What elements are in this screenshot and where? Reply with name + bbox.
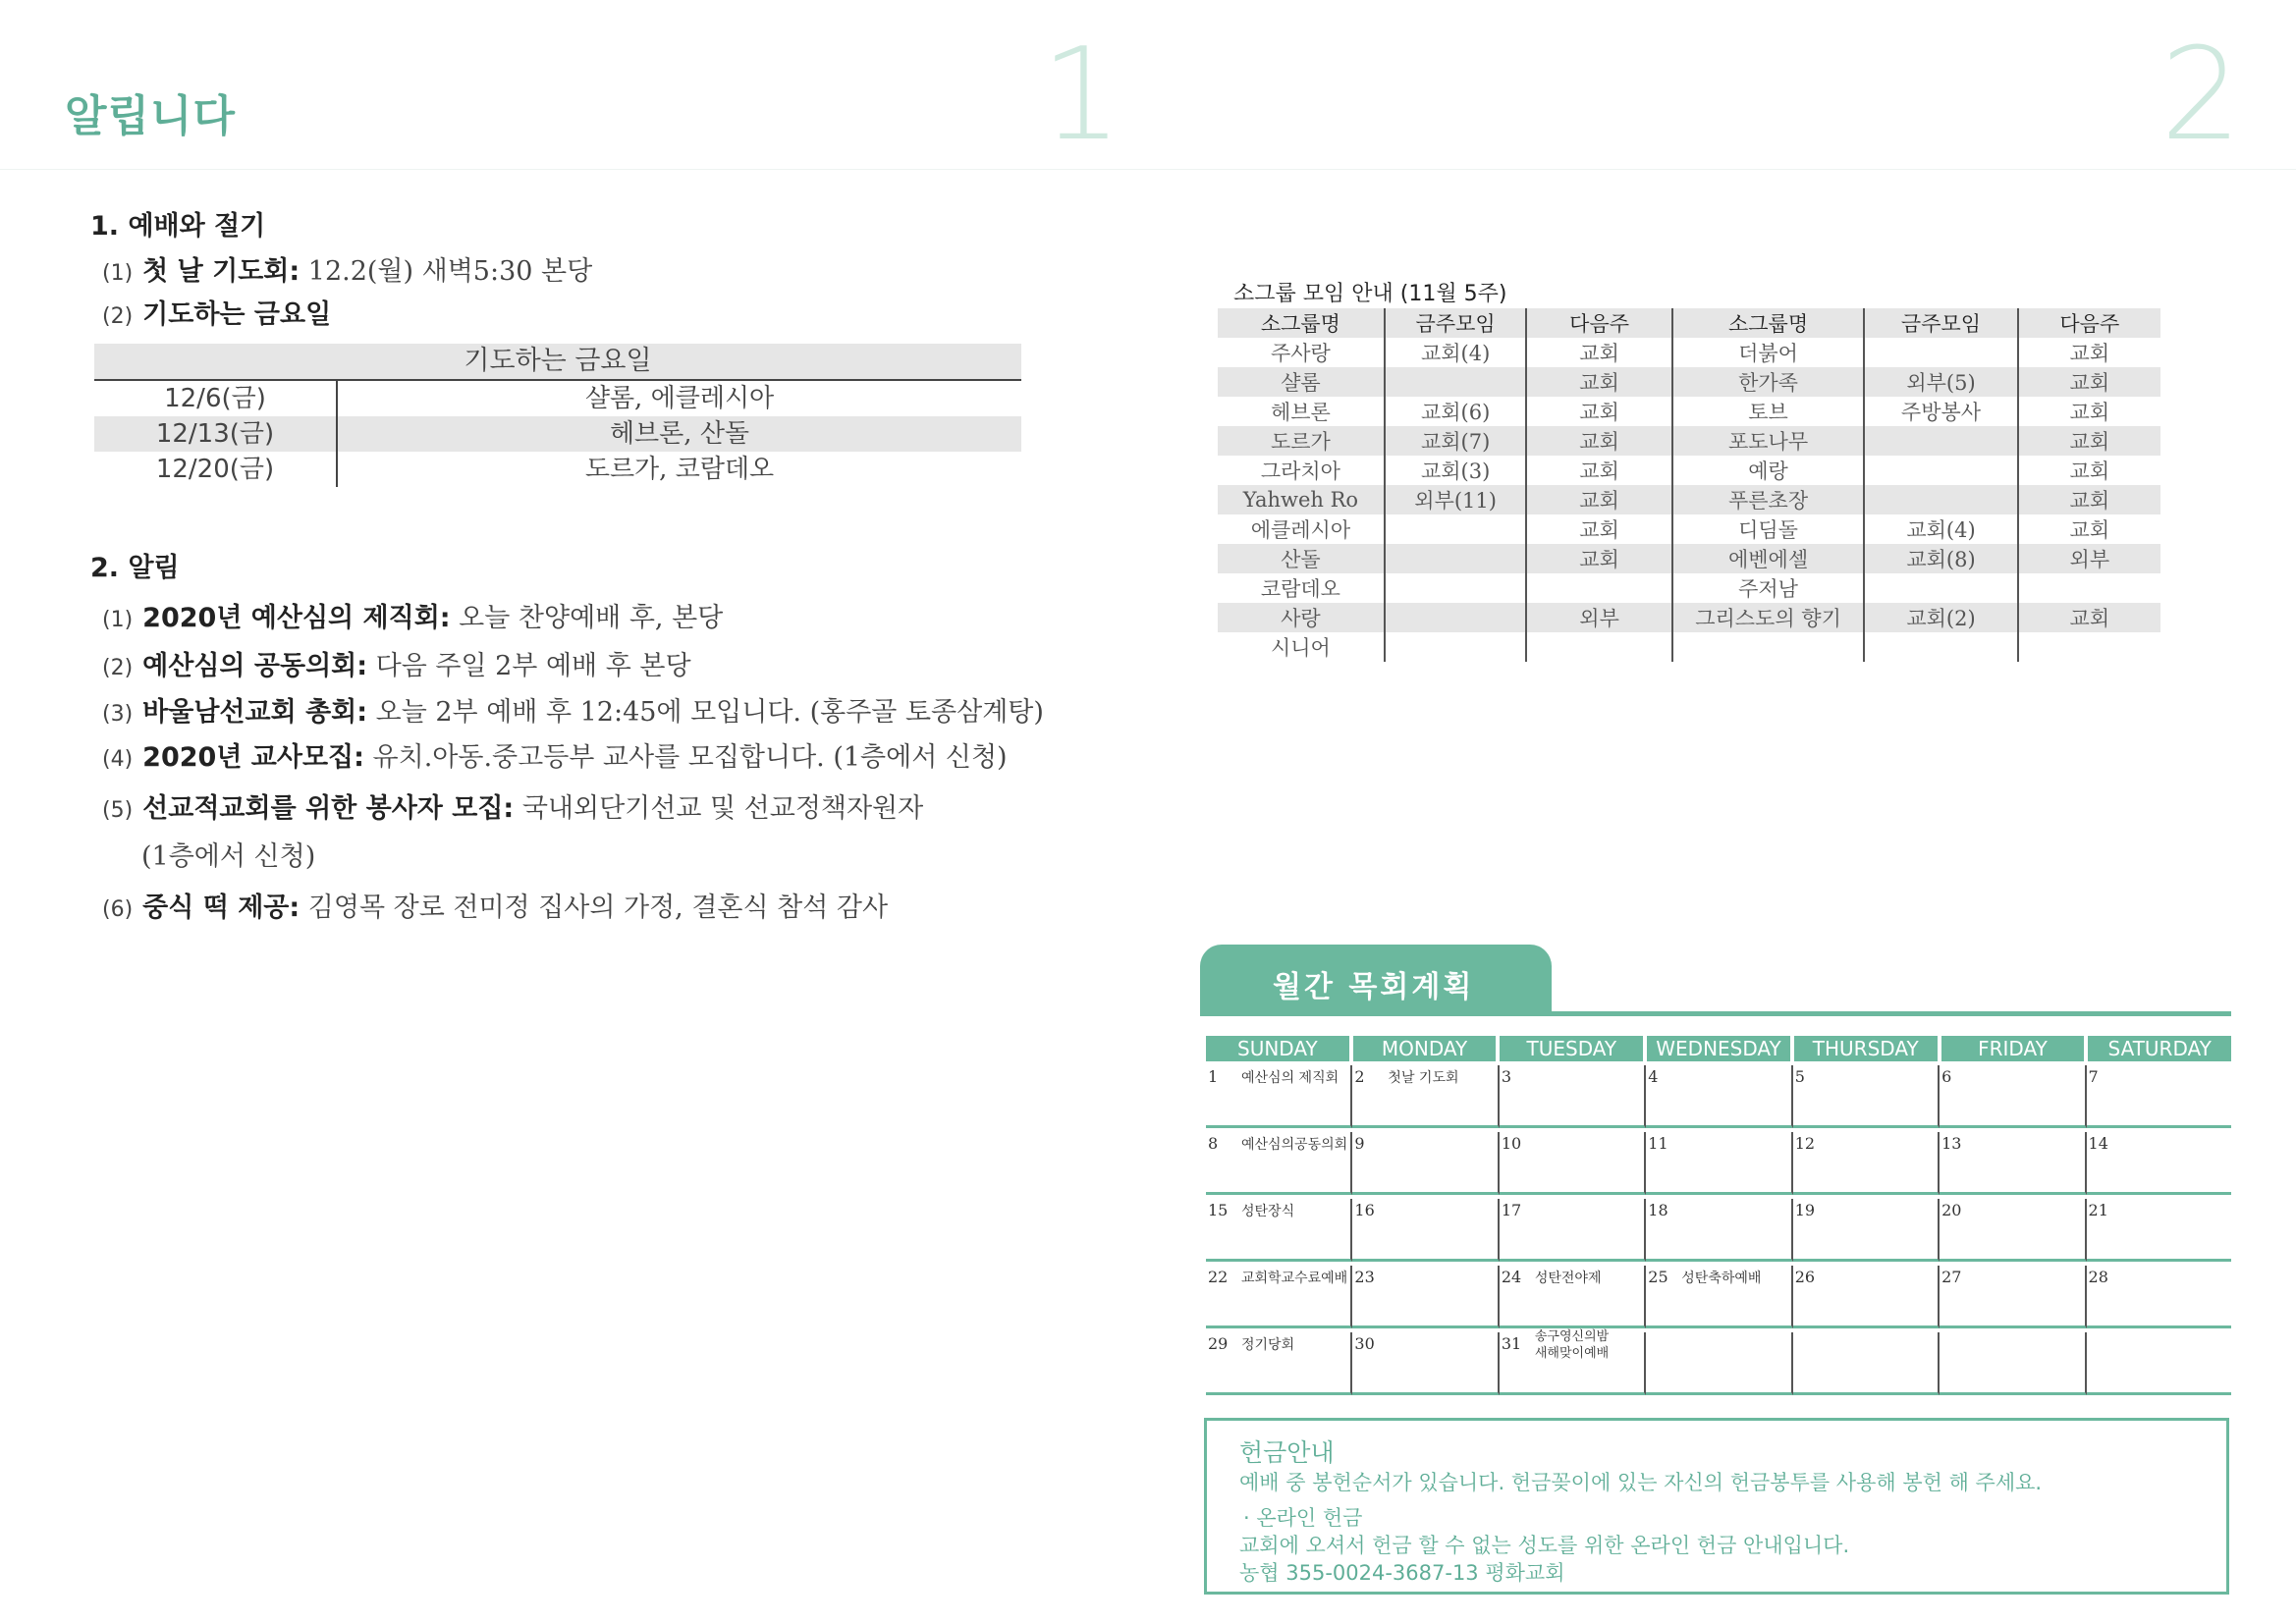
- calendar-date: 30: [1354, 1334, 1375, 1353]
- calendar-date: 14: [2088, 1134, 2108, 1153]
- calendar-cell: [1500, 1065, 1646, 1128]
- table-row: [1218, 397, 2160, 426]
- table-cell: Yahweh Ro: [1218, 485, 1385, 514]
- table-cell: [1672, 632, 1865, 662]
- table-cell: 교회(3): [1385, 456, 1527, 485]
- table-row: [1218, 485, 2160, 514]
- calendar-week: [1206, 1328, 2231, 1395]
- table-cell: 에벤에셀: [1672, 544, 1865, 573]
- table-cell: [1864, 338, 2017, 367]
- calendar-cell: [1500, 1329, 1646, 1395]
- section-title-notices: 2. 알림: [90, 553, 180, 583]
- prayer-groups: 도르가, 코람데오: [584, 455, 775, 484]
- table-cell: 더붉어: [1672, 338, 1865, 367]
- offering-text: 예배 중 봉헌순서가 있습니다. 헌금꽂이에 있는 자신의 헌금봉투를 사용해 봉헌 해 주세요.: [1239, 1471, 2043, 1494]
- table-row: [94, 452, 1021, 487]
- calendar-week: [1206, 1061, 2231, 1128]
- table-row: [94, 416, 1021, 452]
- table-cell: 외부: [1526, 603, 1671, 632]
- item-text: 다음 주일 2부 예배 후 본당: [375, 651, 691, 681]
- calendar-cell: [1500, 1199, 1646, 1262]
- item-label: 첫 날 기도회:: [142, 256, 301, 287]
- table-cell: 외부(5): [1864, 367, 2017, 397]
- item-number: (5): [102, 798, 134, 823]
- calendar-cell: [1352, 1266, 1499, 1328]
- item-label: 바울남선교회 총회:: [142, 697, 368, 728]
- table-cell: 교회: [1526, 397, 1671, 426]
- monthly-calendar: [1206, 1036, 2231, 1395]
- table-cell: 교회: [1526, 514, 1671, 544]
- table-cell: 교회: [2069, 401, 2110, 424]
- notice-item-continued: [141, 835, 315, 873]
- table-row: [1218, 603, 2160, 632]
- table-cell: 교회: [1526, 426, 1671, 456]
- calendar-cell: [1793, 1065, 1940, 1128]
- table-row: [1218, 338, 2160, 367]
- table-cell: 교회: [2069, 518, 2110, 542]
- calendar-date: 21: [2088, 1201, 2108, 1219]
- table-cell: [1385, 514, 1527, 544]
- item-text: 오늘 찬양예배 후, 본당: [459, 603, 724, 633]
- table-cell: 산돌: [1218, 544, 1385, 573]
- item-number: (4): [102, 747, 134, 772]
- notice-item: [102, 596, 723, 634]
- table-cell: [2018, 632, 2160, 662]
- calendar-cell: [2087, 1332, 2231, 1395]
- table-row: [1218, 544, 2160, 573]
- calendar-cell: [1352, 1332, 1499, 1395]
- item-text: (1층에서 신청): [141, 841, 316, 872]
- table-cell: 한가족: [1672, 367, 1865, 397]
- table-cell: 주사랑: [1218, 338, 1385, 367]
- table-cell: [1864, 456, 2017, 485]
- calendar-date: 29: [1208, 1334, 1229, 1353]
- section-title-worship: 1. 예배와 절기: [90, 211, 266, 242]
- page-number-left: 1: [1041, 20, 1122, 169]
- calendar-cell: [1793, 1332, 1940, 1395]
- calendar-cell: [1940, 1199, 2086, 1262]
- prayer-friday-table: [94, 344, 1021, 487]
- item-number: (3): [102, 702, 134, 727]
- table-cell: [1385, 544, 1527, 573]
- calendar-cell: [1646, 1065, 1792, 1128]
- table-cell: [1385, 632, 1527, 662]
- table-cell: [1385, 603, 1527, 632]
- item-text: 12.2(월) 새벽5:30 본당: [307, 256, 593, 287]
- table-cell: 교회(8): [1864, 544, 2017, 573]
- table-row: [1218, 456, 2160, 485]
- calendar-cell: [1646, 1132, 1792, 1195]
- calendar-date: 31: [1501, 1334, 1522, 1353]
- column-header: 금주모임: [1385, 308, 1527, 338]
- calendar-cell: [1500, 1266, 1646, 1328]
- table-cell: [1864, 573, 2017, 603]
- calendar-date: 20: [1941, 1201, 1962, 1219]
- calendar-date: 22: [1208, 1268, 1229, 1286]
- calendar-date: 7: [2088, 1067, 2099, 1086]
- table-cell: 교회: [2069, 342, 2110, 365]
- item-label: 선교적교회를 위한 봉사자 모집:: [142, 793, 515, 824]
- table-cell: 그리스도의 향기: [1672, 603, 1865, 632]
- calendar-cell: [1206, 1332, 1352, 1395]
- table-cell: 주방봉사: [1864, 397, 2017, 426]
- item-text: 김영목 장로 전미정 집사의 가정, 결혼식 참석 감사: [307, 893, 889, 923]
- calendar-cell: [1352, 1132, 1499, 1195]
- item-label: 2020년 교사모집:: [142, 742, 364, 773]
- item-number: (2): [102, 656, 134, 680]
- prayer-groups: 샬롬, 에클레시아: [584, 384, 775, 413]
- item-label: 중식 떡 제공:: [142, 893, 301, 923]
- table-cell: 샬롬: [1218, 367, 1385, 397]
- calendar-cell: [1940, 1332, 2086, 1395]
- calendar-event: 송구영신의밤 새해맞이예배: [1534, 1329, 1610, 1361]
- item-label: 2020년 예산심의 제직회:: [142, 603, 451, 633]
- notice-item: [102, 786, 923, 825]
- bank-account: 농협 355-0024-3687-13 평화교회: [1239, 1561, 1565, 1585]
- table-row: [1218, 632, 2160, 662]
- calendar-date: 13: [1941, 1134, 1962, 1153]
- calendar-date: 9: [1354, 1134, 1365, 1153]
- calendar-date: 18: [1648, 1201, 1668, 1219]
- calendar-date: 4: [1648, 1067, 1659, 1086]
- table-cell: 토브: [1672, 397, 1865, 426]
- table-cell: 교회: [1526, 485, 1671, 514]
- table-cell: 에클레시아: [1218, 514, 1385, 544]
- table-cell: 교회: [2069, 460, 2110, 483]
- table-cell: 외부: [2018, 544, 2160, 573]
- calendar-date: 27: [1941, 1268, 1962, 1286]
- table-cell: 교회: [1526, 338, 1671, 367]
- table-row: [1218, 426, 2160, 456]
- calendar-date: 10: [1501, 1134, 1522, 1153]
- table-cell: 푸른초장: [1672, 485, 1865, 514]
- table-cell: 사랑: [1218, 603, 1385, 632]
- calendar-day-header: FRIDAY: [1941, 1036, 2085, 1061]
- item-text: 유치.아동.중고등부 교사를 모집합니다. (1층에서 신청): [372, 742, 1008, 773]
- item-label: 기도하는 금요일: [142, 299, 332, 330]
- calendar-date: 3: [1501, 1067, 1512, 1086]
- item-label: 예산심의 공동의회:: [142, 651, 368, 681]
- notice-item: [102, 735, 1008, 774]
- table-cell: 교회(6): [1385, 397, 1527, 426]
- calendar-event: 예산심의공동의회: [1241, 1137, 1348, 1153]
- calendar-date: 19: [1794, 1201, 1816, 1219]
- table-cell: 교회: [2018, 485, 2160, 514]
- calendar-cell: [1500, 1132, 1646, 1195]
- calendar-date: 25: [1648, 1268, 1668, 1286]
- calendar-event: 성탄축하예배: [1681, 1271, 1762, 1286]
- calendar-cell: [1940, 1266, 2086, 1328]
- notice-item: [102, 886, 888, 924]
- prayer-date: 12/6(금): [94, 381, 338, 416]
- calendar-day-header: THURSDAY: [1794, 1036, 1938, 1061]
- prayer-table-header: 기도하는 금요일: [94, 344, 1021, 379]
- page-number-right: 2: [2160, 20, 2242, 169]
- calendar-event: 첫날 기도회: [1388, 1070, 1459, 1086]
- calendar-cell: [1646, 1199, 1792, 1262]
- table-cell: 예랑: [1672, 456, 1865, 485]
- table-cell: [1864, 485, 2017, 514]
- calendar-date: 8: [1208, 1134, 1219, 1153]
- calendar-date: 12: [1794, 1134, 1816, 1153]
- calendar-date: 11: [1648, 1134, 1668, 1153]
- table-row: [94, 381, 1021, 416]
- calendar-cell: [1206, 1266, 1352, 1328]
- item-number: (6): [102, 897, 134, 922]
- calendar-cell: [1940, 1132, 2086, 1195]
- header-divider: [0, 169, 2296, 170]
- calendar-event: 성탄전야제: [1534, 1271, 1602, 1286]
- calendar-date: 1: [1208, 1067, 1219, 1086]
- column-header: 다음주: [2018, 308, 2160, 338]
- calendar-date: 23: [1354, 1268, 1375, 1286]
- page-title: 알립니다: [65, 91, 237, 141]
- table-cell: 교회(2): [1864, 603, 2017, 632]
- small-group-title: 소그룹 모임 안내 (11월 5주): [1233, 282, 1507, 306]
- notice-item: [102, 644, 691, 682]
- calendar-cell: [1646, 1266, 1792, 1328]
- calendar-date: 5: [1794, 1067, 1805, 1086]
- calendar-cell: [1352, 1065, 1499, 1128]
- table-cell: 디딤돌: [1672, 514, 1865, 544]
- calendar-date: 24: [1501, 1268, 1522, 1286]
- prayer-date: 12/20(금): [94, 452, 338, 487]
- table-cell: 교회: [1526, 367, 1671, 397]
- calendar-week: [1206, 1262, 2231, 1328]
- table-cell: 도르가: [1218, 426, 1385, 456]
- table-cell: [1864, 426, 2017, 456]
- calendar-cell: [1646, 1332, 1792, 1395]
- calendar-day-header: MONDAY: [1353, 1036, 1497, 1061]
- table-row: [1218, 367, 2160, 397]
- column-header: 다음주: [1526, 308, 1671, 338]
- table-cell: [1864, 632, 2017, 662]
- table-cell: 포도나무: [1672, 426, 1865, 456]
- calendar-title: 월간 목회계획: [1273, 970, 1475, 1004]
- table-cell: [1526, 573, 1671, 603]
- offering-text: 교회에 오셔서 헌금 할 수 없는 성도를 위한 온라인 헌금 안내입니다.: [1239, 1534, 1850, 1557]
- offering-title: 헌금안내: [1239, 1438, 1335, 1467]
- table-cell: 교회: [2018, 426, 2160, 456]
- notice-item: [102, 249, 592, 288]
- table-row: [1218, 573, 2160, 603]
- calendar-event: 예산심의 제직회: [1241, 1070, 1339, 1086]
- calendar-cell: [2087, 1065, 2231, 1128]
- table-cell: 교회: [2018, 367, 2160, 397]
- table-cell: 주저남: [1672, 573, 1865, 603]
- table-cell: 교회: [2018, 603, 2160, 632]
- calendar-date: 17: [1501, 1201, 1522, 1219]
- prayer-date: 12/13(금): [94, 416, 338, 452]
- calendar-cell: [2087, 1132, 2231, 1195]
- calendar-day-header: SUNDAY: [1206, 1036, 1349, 1061]
- column-header: 소그룹명: [1672, 308, 1865, 338]
- calendar-cell: [1206, 1132, 1352, 1195]
- calendar-cell: [1940, 1065, 2086, 1128]
- calendar-event: 성탄장식: [1241, 1204, 1295, 1219]
- table-cell: 시니어: [1218, 632, 1385, 662]
- calendar-date: 16: [1354, 1201, 1375, 1219]
- table-cell: [1385, 367, 1527, 397]
- calendar-date: 6: [1941, 1067, 1952, 1086]
- table-row: [1218, 514, 2160, 544]
- column-header: 금주모임: [1864, 308, 2017, 338]
- item-number: (1): [102, 261, 134, 286]
- item-text: 국내외단기선교 및 선교정책자원자: [521, 793, 924, 824]
- calendar-cell: [2087, 1266, 2231, 1328]
- calendar-week: [1206, 1128, 2231, 1195]
- calendar-cell: [1206, 1065, 1352, 1128]
- calendar-day-header: WEDNESDAY: [1647, 1036, 1790, 1061]
- table-cell: 코람데오: [1218, 573, 1385, 603]
- calendar-cell: [1793, 1132, 1940, 1195]
- calendar-cell: [1206, 1199, 1352, 1262]
- notice-item: [102, 690, 1044, 729]
- calendar-date: 15: [1208, 1201, 1229, 1219]
- item-text: 오늘 2부 예배 후 12:45에 모입니다. (홍주골 토종삼계탕): [375, 697, 1044, 728]
- calendar-cell: [2087, 1199, 2231, 1262]
- table-cell: 교회(4): [1864, 514, 2017, 544]
- calendar-cell: [1793, 1199, 1940, 1262]
- table-cell: 교회: [1526, 456, 1671, 485]
- calendar-week: [1206, 1195, 2231, 1262]
- table-cell: 외부(11): [1385, 485, 1527, 514]
- calendar-title-bar: [1200, 1011, 2231, 1016]
- table-header-row: [1218, 308, 2160, 338]
- table-cell: [2018, 573, 2160, 603]
- calendar-event: 교회학교수료예배: [1241, 1271, 1348, 1286]
- calendar-day-header: SATURDAY: [2088, 1036, 2231, 1061]
- calendar-day-header: TUESDAY: [1500, 1036, 1643, 1061]
- calendar-date: 26: [1794, 1268, 1816, 1286]
- table-cell: 헤브론: [1218, 397, 1385, 426]
- table-cell: [1385, 573, 1527, 603]
- calendar-date: 2: [1354, 1067, 1365, 1086]
- calendar-cell: [1793, 1266, 1940, 1328]
- table-cell: [1526, 632, 1671, 662]
- table-cell: 교회(7): [1385, 426, 1527, 456]
- small-group-table: [1218, 308, 2160, 662]
- item-number: (1): [102, 608, 134, 632]
- prayer-groups: 헤브론, 산돌: [609, 419, 750, 449]
- item-number: (2): [102, 304, 134, 329]
- calendar-date: 28: [2088, 1268, 2108, 1286]
- notice-item: [102, 293, 331, 331]
- table-cell: 교회: [1526, 544, 1671, 573]
- table-cell: 교회(4): [1385, 338, 1527, 367]
- table-cell: 그라치아: [1218, 456, 1385, 485]
- calendar-event: 정기당회: [1241, 1337, 1295, 1353]
- column-header: 소그룹명: [1218, 308, 1385, 338]
- calendar-cell: [1352, 1199, 1499, 1262]
- online-offering-label: · 온라인 헌금: [1243, 1506, 1363, 1530]
